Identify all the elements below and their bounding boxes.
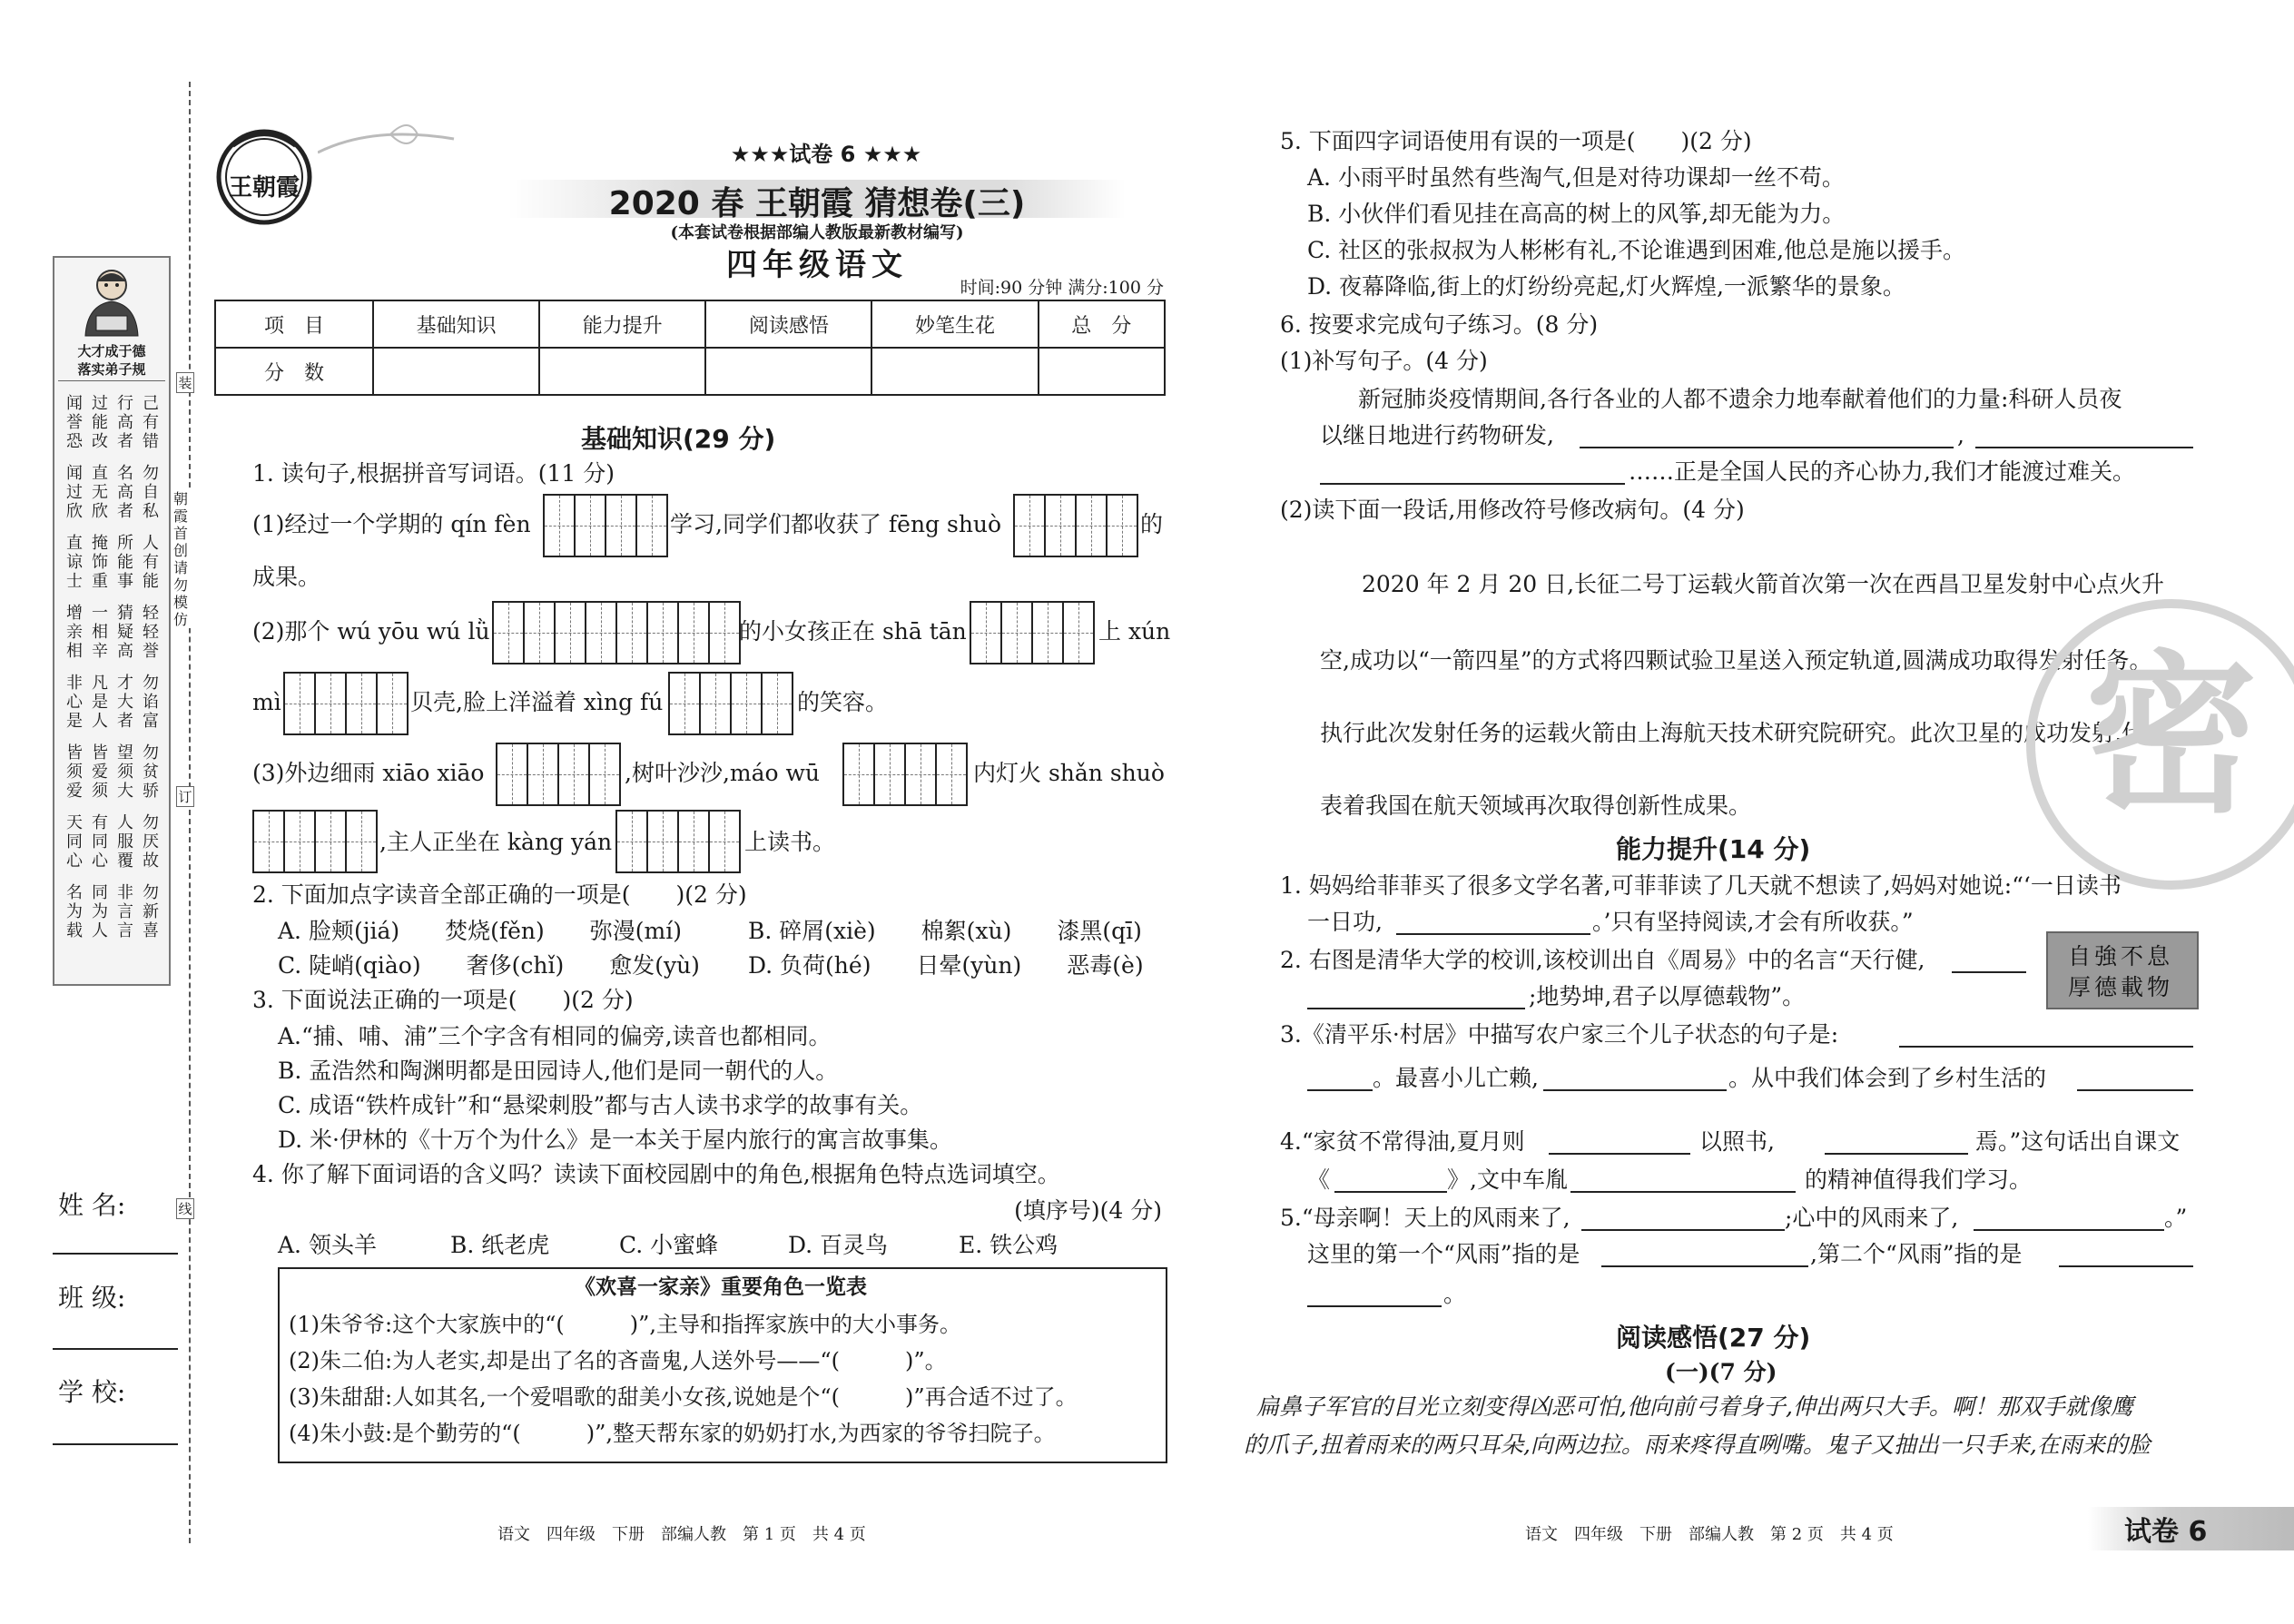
q1-2-text-a: (2)那个 wú yōu wú lǜ: [252, 618, 490, 645]
score-row-label: 分 数: [215, 348, 373, 395]
binding-tag-2: 订: [176, 786, 194, 807]
q5-option-b[interactable]: B. 小伙伴们看见挂在高高的树上的风筝,却无能为力。: [1307, 201, 1846, 227]
q2-option-c[interactable]: C. 陡峭(qiào) 奢侈(chǐ) 愈发(yù): [278, 952, 700, 979]
q4-stem: 4. 你了解下面词语的含义吗？读读下面校园剧中的角色,根据角色特点选词填空。: [252, 1161, 1060, 1187]
q4-option-e[interactable]: E. 铁公鸡: [959, 1232, 1058, 1258]
motto-row: [65, 534, 160, 591]
a1-line-1: 1. 妈妈给菲菲买了很多文学名著,可菲菲读了几天就不想读了,妈妈对她说:“‘一日读书: [1280, 872, 2122, 899]
answer-grid-kangyan[interactable]: [615, 810, 741, 873]
q5-stem: 5. 下面四字词语使用有误的一项是( )(2 分): [1280, 128, 1752, 154]
reading-1-line-2: 的爪子,扭着雨来的两只耳朵,向两边拉。雨来疼得直咧嘴。鬼子又抽出一只手来,在雨来的脸: [1244, 1432, 2151, 1458]
a5-blank-4[interactable]: [2059, 1244, 2193, 1267]
answer-grid-fengshuo[interactable]: [1013, 494, 1138, 557]
name-field[interactable]: [53, 1253, 178, 1255]
answer-grid-xingfu[interactable]: [668, 672, 793, 735]
section-ability-title: 能力提升(14 分): [1616, 834, 1811, 864]
motto-column: 过能改: [92, 394, 108, 451]
motto-columns: [65, 394, 160, 953]
score-table-score-row: [215, 348, 1165, 395]
answer-grid-maowu[interactable]: [842, 743, 968, 806]
motto-column: 凡是人: [92, 674, 108, 731]
motto-column: 一相辛: [92, 604, 108, 661]
q1-2-text-d: mì: [252, 689, 281, 715]
role-line-3: (3)朱甜甜:人如其名,一个爱唱歌的甜美小女孩,说她是个“( )”再合适不过了。: [289, 1384, 1078, 1410]
score-header-cell: 阅读感悟: [705, 300, 871, 348]
motto-row: [65, 813, 160, 871]
q6-2-para-3: 执行此次发射任务的运载火箭由上海航天技术研究院研究。此次卫星的成功发射,代: [1320, 720, 2144, 746]
motto-column: 掩饰重: [92, 534, 108, 591]
motto-column: 皆爱须: [92, 743, 108, 801]
score-header-cell: 项 目: [215, 300, 373, 348]
a5-blank-5[interactable]: [1307, 1284, 1442, 1307]
a4-line-1b: 以照书,: [1699, 1128, 1775, 1155]
a5-blank-2[interactable]: [1974, 1207, 2164, 1231]
cartoon-figure: [76, 265, 147, 338]
q6-1-text-3: ……正是全国人民的齐心协力,我们才能渡过难关。: [1629, 458, 2135, 485]
q2-option-d[interactable]: D. 负荷(hé) 日晕(yùn) 恶毒(è): [748, 952, 1144, 979]
left-page-footer: 语文 四年级 下册 部编人教 第 1 页 共 4 页: [497, 1525, 866, 1544]
q1-1-text-c: 的: [1140, 511, 1164, 537]
score-cell[interactable]: [871, 348, 1038, 395]
a3-blank-2[interactable]: [1307, 1068, 1373, 1091]
answer-grid-xiaoxiao[interactable]: [496, 743, 621, 806]
motto-column: 非心是: [66, 674, 83, 731]
q4-option-b[interactable]: B. 纸老虎: [450, 1232, 550, 1258]
q6-2-para-1: 2020 年 2 月 20 日,长征二号丁运载火箭首次第一次在西昌卫星发射中心点火升: [1362, 571, 2165, 597]
motto-column: 勿厌故: [143, 813, 159, 871]
q6-2-stem: (2)读下面一段话,用修改符号修改病句。(4 分): [1280, 497, 1745, 523]
q1-1-text-a: (1)经过一个学期的 qín fèn: [252, 511, 531, 537]
a5-blank-3[interactable]: [1601, 1244, 1808, 1267]
motto-row: [65, 883, 160, 940]
q3-option-d[interactable]: D. 米·伊林的《十万个为什么》是一本关于屋内旅行的寓言故事集。: [278, 1127, 952, 1153]
q1-2-text-b: 的小女孩正在 shā tān: [739, 618, 967, 645]
tsinghua-motto-line-2: 厚德載物: [2067, 974, 2173, 1000]
brand-logo-text: 王朝霞: [228, 174, 300, 202]
a5-line-1a: 5.“母亲啊！天上的风雨来了,: [1280, 1205, 1570, 1231]
a4-line-2c: 的精神值得我们学习。: [1805, 1166, 2033, 1193]
q1-3-text-c: 内灯火 shǎn shuò: [973, 760, 1165, 786]
a2-blank-1[interactable]: [1952, 950, 2026, 973]
q3-option-a[interactable]: A.“捕、哺、浦”三个字含有相同的偏旁,读音也都相同。: [278, 1023, 832, 1049]
score-cell[interactable]: [1039, 348, 1165, 395]
section-basic-title: 基础知识(29 分): [581, 424, 776, 454]
q4-option-a[interactable]: A. 领头羊: [278, 1232, 377, 1258]
motto-column: 皆须爱: [66, 743, 83, 801]
q6-1-stem: (1)补写句子。(4 分): [1280, 348, 1488, 374]
motto-column: 直无欣: [92, 464, 108, 521]
q6-stem: 6. 按要求完成句子练习。(8 分): [1280, 311, 1599, 338]
q2-stem: 2. 下面加点字读音全部正确的一项是( )(2 分): [252, 881, 747, 908]
score-header-cell: 妙笔生花: [871, 300, 1038, 348]
answer-grid-qinfen[interactable]: [543, 494, 668, 557]
a2-blank-2[interactable]: [1307, 986, 1525, 1009]
q6-1-blank-2[interactable]: [1975, 425, 2193, 448]
roles-table-title: 《欢喜一家亲》重要角色一览表: [575, 1275, 867, 1299]
q1-3-text-d: ,主人正坐在 kàng yán: [379, 829, 613, 855]
a5-period: 。: [1443, 1281, 1467, 1307]
score-table: [214, 300, 1166, 396]
q6-1-text-2: 以继日地进行药物研发,: [1320, 422, 1554, 448]
motto-column: 名为载: [66, 883, 83, 940]
a4-line-2b: 》,文中车胤: [1447, 1166, 1568, 1193]
a4-blank-1[interactable]: [1549, 1131, 1690, 1155]
score-table-header-row: [215, 300, 1165, 348]
class-field[interactable]: [53, 1348, 178, 1350]
q2-option-a[interactable]: A. 脸颊(jiá) 焚烧(fěn) 弥漫(mí): [278, 918, 682, 944]
a4-blank-4[interactable]: [1570, 1169, 1796, 1193]
q1-3-text-e: 上读书。: [744, 829, 836, 855]
motto-column: 人有能: [143, 534, 159, 591]
score-cell[interactable]: [705, 348, 871, 395]
time-score: 时间:90 分钟 满分:100 分: [960, 278, 1164, 298]
tsinghua-motto-line-1: 自強不息: [2067, 943, 2173, 969]
corner-paper-tag: 试卷 6: [2124, 1516, 2208, 1548]
motto-column: 勿贫骄: [143, 743, 159, 801]
a3-blank-4[interactable]: [2077, 1068, 2193, 1091]
paper-number: ★★★试卷 6 ★★★: [730, 142, 922, 167]
score-cell[interactable]: [539, 348, 705, 395]
motto-column: 直谅士: [66, 534, 83, 591]
a4-line-1c: 焉。”这句话出自课文: [1975, 1128, 2181, 1155]
role-line-2: (2)朱二伯:为人老实,却是出了名的吝啬鬼,人送外号——“( )”。: [289, 1348, 947, 1373]
score-header-cell: 基础知识: [373, 300, 539, 348]
score-header-cell: 总 分: [1039, 300, 1165, 348]
a3-blank-1[interactable]: [1899, 1024, 2193, 1048]
a1-line-2b: 。’只有坚持阅读,才会有所收获。”: [1592, 909, 1914, 935]
a3-line-2b: 。从中我们体会到了乡村生活的: [1728, 1065, 2047, 1091]
motto-column: 勿谄富: [143, 674, 159, 731]
motto-column: 所能事: [117, 534, 133, 591]
school-label: 学 校:: [58, 1377, 126, 1407]
a5-line-2b: ,第二个“风雨”指的是: [1810, 1241, 2023, 1267]
q6-2-para-2: 空,成功以“一箭四星”的方式将四颗试验卫星送入预定轨道,圆满成功取得发射任务。: [1320, 647, 2152, 674]
motto-column: 增亲相: [66, 604, 83, 661]
motto-column: 闻过欣: [66, 464, 83, 521]
q1-2-text-c: 上 xún: [1098, 618, 1171, 645]
motto-column: 名高者: [117, 464, 133, 521]
motto-column: 行高者: [117, 394, 133, 451]
motto-column: 闻誉恐: [66, 394, 83, 451]
q1-stem: 1. 读句子,根据拼音写词语。(11 分): [252, 460, 615, 487]
school-field[interactable]: [53, 1443, 178, 1445]
section-reading-title: 阅读感悟(27 分): [1616, 1323, 1811, 1353]
a4-line-1a: 4.“家贫不常得油,夏月则: [1280, 1128, 1525, 1155]
q6-2-para-4: 表着我国在航天领域再次取得创新性成果。: [1320, 792, 1752, 819]
a3-blank-3[interactable]: [1543, 1068, 1727, 1091]
a1-blank[interactable]: [1396, 911, 1590, 935]
class-label: 班 级:: [58, 1283, 126, 1313]
right-page-footer: 语文 四年级 下册 部编人教 第 2 页 共 4 页: [1525, 1525, 1894, 1544]
q6-1-comma: ,: [1957, 422, 1964, 448]
a5-line-1b: ;心中的风雨来了,: [1785, 1205, 1959, 1231]
a5-line-1c: 。”: [2164, 1205, 2188, 1231]
q1-2-text-f: 的笑容。: [797, 689, 889, 715]
a5-line-2a: 这里的第一个“风雨”指的是: [1307, 1241, 1580, 1267]
motto-row: [65, 674, 160, 731]
a1-line-2a: 一日功,: [1307, 909, 1383, 935]
q4-option-c[interactable]: C. 小蜜蜂: [619, 1232, 719, 1258]
q1-3-text-b: ,树叶沙沙,máo wū: [625, 760, 821, 786]
edition-note: (本套试卷根据部编人教版最新教材编写): [670, 223, 964, 242]
main-title: 2020 春 王朝霞 猜想卷(三): [608, 185, 1026, 222]
motto-row: [65, 464, 160, 521]
motto-title-2: 落实弟子规: [58, 359, 165, 381]
motto-column: 勿新喜: [143, 883, 159, 940]
q3-option-b[interactable]: B. 孟浩然和陶渊明都是田园诗人,他们是同一朝代的人。: [278, 1058, 839, 1084]
motto-column: 轻轻誉: [143, 604, 159, 661]
binding-dashed-line: [189, 82, 191, 1543]
q5-option-d[interactable]: D. 夜幕降临,街上的灯纷纷亮起,灯火辉煌,一派繁华的景象。: [1307, 273, 1905, 300]
subject-title: 四年级语文: [726, 247, 908, 283]
q1-3-text-a: (3)外边细雨 xiāo xiāo: [252, 760, 485, 786]
a4-line-2a: 《: [1307, 1166, 1331, 1193]
motto-column: 非言言: [117, 883, 133, 940]
q3-option-c[interactable]: C. 成语“铁杵成针”和“悬梁刺股”都与古人读书求学的故事有关。: [278, 1092, 923, 1118]
q6-1-blank-1[interactable]: [1580, 425, 1954, 448]
motto-column: 望须大: [117, 743, 133, 801]
motto-row: [65, 604, 160, 661]
q6-1-text-1: 新冠肺炎疫情期间,各行各业的人都不遗余力地奉献着他们的力量:科研人员夜: [1358, 386, 2122, 412]
a2-line-1: 2. 右图是清华大学的校训,该校训出自《周易》中的名言“天行健,: [1280, 947, 1925, 973]
ribbon-decoration: [318, 116, 458, 171]
q5-option-c[interactable]: C. 社区的张叔叔为人彬彬有礼,不论谁遇到困难,他总是施以援手。: [1307, 237, 1966, 263]
answer-grid-wuyouwulv[interactable]: [492, 601, 741, 664]
answer-grid-xunmi[interactable]: [283, 672, 409, 735]
motto-column: 猜疑高: [117, 604, 133, 661]
motto-column: 有同心: [92, 813, 108, 871]
q1-1-text-d: 成果。: [252, 564, 321, 590]
role-line-4: (4)朱小鼓:是个勤劳的“( )”,整天帮东家的奶奶打水,为西家的爷爷扫院子。: [289, 1421, 1056, 1446]
answer-grid-shanshuo[interactable]: [252, 810, 378, 873]
a3-line-2a: 。最喜小儿亡赖,: [1373, 1065, 1539, 1091]
a2-line-2: ;地势坤,君子以厚德载物”。: [1529, 983, 1806, 1009]
binding-tag-1: 装: [176, 372, 194, 393]
q6-1-blank-3[interactable]: [1320, 461, 1625, 485]
q5-option-a[interactable]: A. 小雨平时虽然有些淘气,但是对待功课却一丝不苟。: [1307, 164, 1845, 191]
answer-grid-shatan[interactable]: [970, 601, 1095, 664]
q4-option-d[interactable]: D. 百灵鸟: [788, 1232, 889, 1258]
role-line-1: (1)朱爷爷:这个大家族中的“( )”,主导和指挥家族中的大小事务。: [289, 1312, 961, 1337]
confidential-stamp-char: 密: [2084, 634, 2258, 836]
motto-column: 勿自私: [143, 464, 159, 521]
binding-tag-3: 线: [176, 1198, 194, 1219]
motto-panel: [53, 256, 171, 986]
q4-stem-tail: (填序号)(4 分): [1014, 1197, 1162, 1224]
a3-line-1: 3.《清平乐·村居》中描写农户家三个儿子状态的句子是:: [1280, 1021, 1839, 1048]
motto-column: 己有错: [143, 394, 159, 451]
motto-title-1: 大才成于德: [77, 343, 146, 359]
q1-2-text-e: 贝壳,脸上洋溢着 xìng fú: [410, 689, 664, 715]
q1-1-text-b: 学习,同学们都收获了 fēng shuò: [670, 511, 1002, 537]
a5-blank-1[interactable]: [1581, 1207, 1785, 1231]
motto-column: 才大者: [117, 674, 133, 731]
side-vertical-text: 朝霞首创 请勿模仿: [171, 490, 191, 628]
reading-1-line-1: 扁鼻子军官的目光立刻变得凶恶可怕,他向前弓着身子,伸出两只大手。啊！那双手就像鹰: [1256, 1393, 2133, 1420]
name-label: 姓 名:: [58, 1190, 126, 1220]
motto-row: [65, 743, 160, 801]
a4-blank-2[interactable]: [1825, 1131, 1968, 1155]
a4-blank-3[interactable]: [1334, 1169, 1447, 1193]
reading-1-title: (一)(7 分): [1665, 1359, 1777, 1385]
score-cell[interactable]: [373, 348, 539, 395]
motto-row: [65, 394, 160, 451]
motto-column: 同为人: [92, 883, 108, 940]
q3-stem: 3. 下面说法正确的一项是( )(2 分): [252, 987, 634, 1013]
score-header-cell: 能力提升: [539, 300, 705, 348]
motto-column: 天同心: [66, 813, 83, 871]
motto-column: 人服覆: [117, 813, 133, 871]
q2-option-b[interactable]: B. 碎屑(xiè) 棉絮(xù) 漆黑(qī): [748, 918, 1142, 944]
